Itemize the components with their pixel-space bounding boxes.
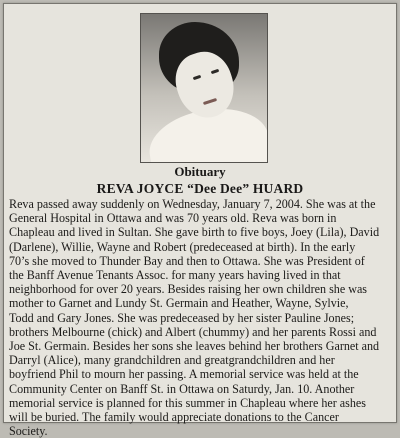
text-line: Reva passed away suddenly on Wednesday, January 7, 2004. She was at the <box>9 197 376 211</box>
text-line: will be buried. The family would appreciate donations to the Cancer <box>9 410 339 425</box>
portrait-photo <box>140 13 268 163</box>
text-line: the Banff Avenue Tenants Assoc. for many years having lived in that <box>9 268 341 283</box>
obituary-text <box>9 197 395 438</box>
deceased-name: REVA JOYCE “Dee Dee” HUARD <box>96 181 304 196</box>
text-line: brothers Melbourne (chick) and Albert (chummy) and her parents Rossi and <box>9 324 377 339</box>
text-line: Darryl (Alice), many grandchildren and greatgrandchildren and her <box>9 353 335 368</box>
text-line: Chapleau and lived in Sultan. She gave birth to five boys, Joey (Lila), David <box>9 225 380 240</box>
text-line: Joe St. Germain. Besides her sons she leaves behind her brothers Garnet and <box>9 339 380 354</box>
text-line: Todd and Gary Jones. She was predeceased by her sister Pauline Jones; <box>9 310 355 325</box>
text-line: Community Center on Banff St. in Ottawa on Saturdy, Jan. 10. Another <box>9 381 355 396</box>
text-line: memorial service is planned for this summer in Chapleau where her ashes <box>9 395 366 410</box>
text-line: Society. <box>9 424 48 438</box>
text-line: neighborhood for over 20 years. Besides raising her own children she was <box>9 282 368 297</box>
text-line: (Darlene), Willie, Wayne and Robert (predeceased at birth). In the early <box>9 239 356 254</box>
text-line: General Hospital in Ottawa and was 70 years old. Reva was born in <box>9 211 337 226</box>
obituary-clipping <box>3 3 397 438</box>
section-heading: Obituary <box>174 164 226 179</box>
text-line: boyfriend Phil to mourn her passing. A memorial service was held at the <box>9 367 359 382</box>
text-line: mother to Garnet and Lundy St. Germain and Heather, Wayne, Sylvie, <box>9 296 349 311</box>
text-line: 70’s she moved to Thunder Bay and then to Ottawa. She was President of <box>9 253 365 268</box>
